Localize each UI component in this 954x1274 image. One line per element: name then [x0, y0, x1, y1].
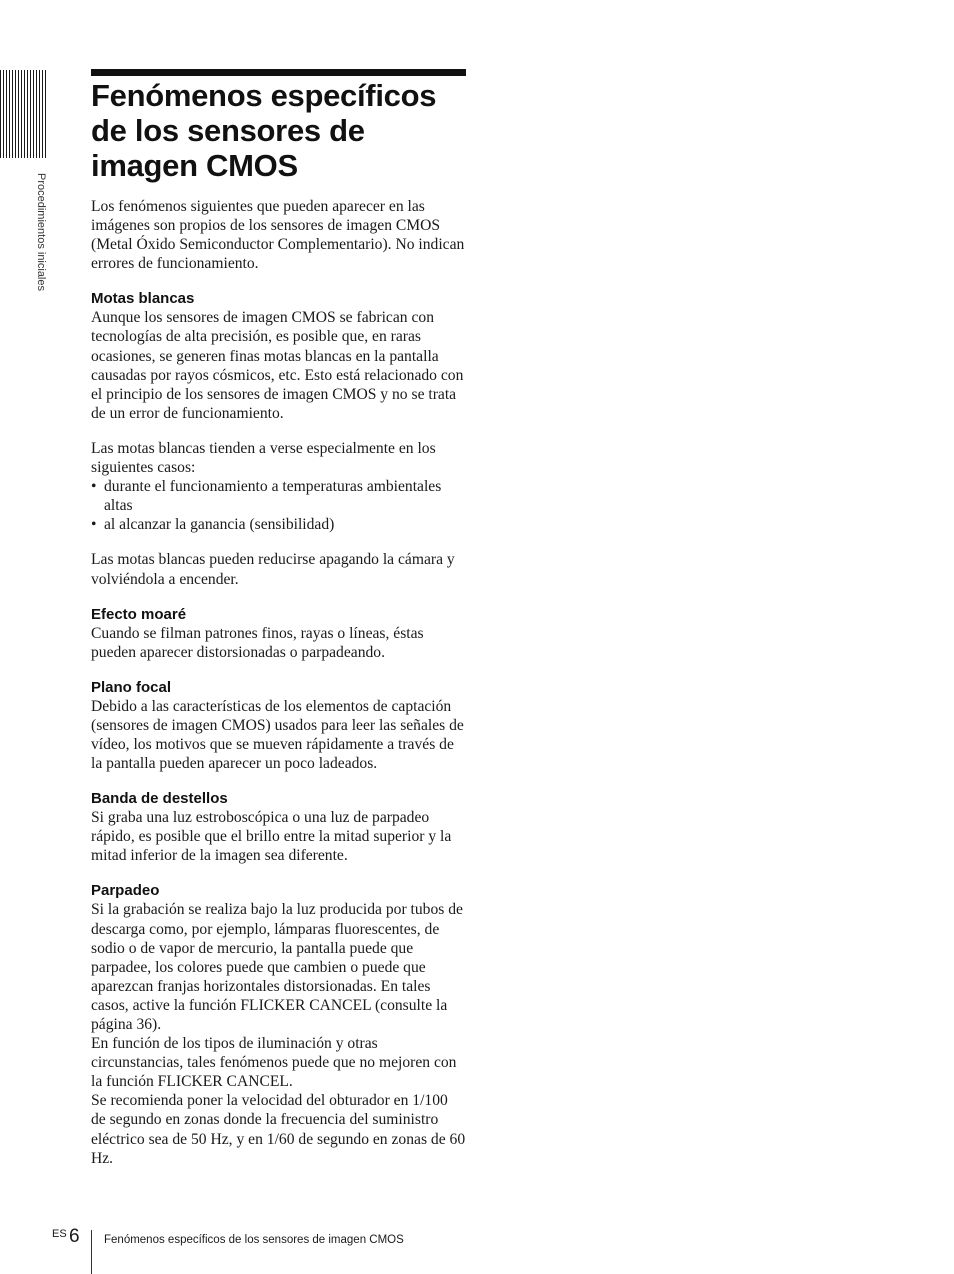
- moare-paragraph: Cuando se filman patrones finos, rayas o líneas, éstas pueden aparecer distorsionadas o parpadeando.: [91, 624, 424, 661]
- footer-language-code: ES: [52, 1228, 67, 1240]
- parpadeo-paragraph-2: En función de los tipos de iluminación y otras circunstancias, tales fenómenos puede que no mejoren con la función FLICKER CANCEL.: [91, 1035, 457, 1091]
- intro-paragraph: Los fenómenos siguientes que pueden aparecer en las imágenes son propios de los sensores de imagen CMOS (Metal Óxido Semiconductor Complementario). No indican errores de funcionamiento.: [91, 198, 465, 273]
- list-item: • durante el funcionamiento a temperaturas ambientales altas: [91, 477, 466, 515]
- heading-parpadeo: Parpadeo: [91, 882, 160, 900]
- parpadeo-paragraph-3: Se recomienda poner la velocidad del obturador en 1/100 de segundo en zonas donde la frecuencia del suministro eléctrico sea de 50 Hz, y en 1/60 de segundo en zonas de 60 Hz.: [91, 1092, 466, 1167]
- main-content: [91, 78, 466, 1168]
- footer-page-number: 6: [69, 1226, 80, 1247]
- footer-running-title: Fenómenos específicos de los sensores de imagen CMOS: [104, 1234, 404, 1246]
- plano-paragraph: Debido a las características de los elementos de captación (sensores de imagen CMOS) usados para leer las señales de vídeo, los motivos que se mueven rápidamente a través de la pantalla pueden aparecer un poco ladeados.: [91, 697, 464, 773]
- title-rule: [91, 69, 466, 76]
- parpadeo-paragraph-1: Si la grabación se realiza bajo la luz producida por tubos de descarga como, por ejemplo, lámparas fluorescentes, de sodio o de vapor de mercurio, la pantalla puede que parpadee, los colores puede que cambien o puede que aparezcan franjas horizontales distorsionadas. En tales casos, active la función FLICKER CANCEL (consulte la página 36).: [91, 901, 463, 1033]
- motas-paragraph-3: Las motas blancas pueden reducirse apagando la cámara y volviéndola a encender.: [91, 551, 455, 588]
- motas-bullet-list: [91, 477, 466, 534]
- heading-motas-blancas: Motas blancas: [91, 290, 195, 308]
- footer-divider: [91, 1230, 92, 1274]
- list-item: • al alcanzar la ganancia (sensibilidad): [91, 515, 466, 534]
- motas-paragraph-2: Las motas blancas tienden a verse especialmente en los siguientes casos:: [91, 439, 436, 477]
- page-title: Fenómenos específicos de los sensores de imagen CMOS: [91, 78, 437, 183]
- side-section-label: Procedimientos iniciales: [35, 173, 47, 291]
- heading-efecto-moare: Efecto moaré: [91, 605, 187, 623]
- heading-plano-focal: Plano focal: [91, 678, 172, 696]
- banda-paragraph: Si graba una luz estroboscópica o una luz de parpadeo rápido, es posible que el brillo entre la mitad superior y la mitad inferior de la imagen sea diferente.: [91, 809, 452, 865]
- motas-paragraph-1: Aunque los sensores de imagen CMOS se fabrican con tecnologías de alta precisión, es posible que, en raras ocasiones, se generen finas motas blancas en la pantalla causadas por rayos cósmicos, etc. Esto está relacionado con el principio de los sensores de imagen CMOS y no se trata de un error de funcionamiento.: [91, 309, 464, 422]
- heading-banda-destellos: Banda de destellos: [91, 790, 228, 808]
- section-tab-stripes: [0, 70, 46, 158]
